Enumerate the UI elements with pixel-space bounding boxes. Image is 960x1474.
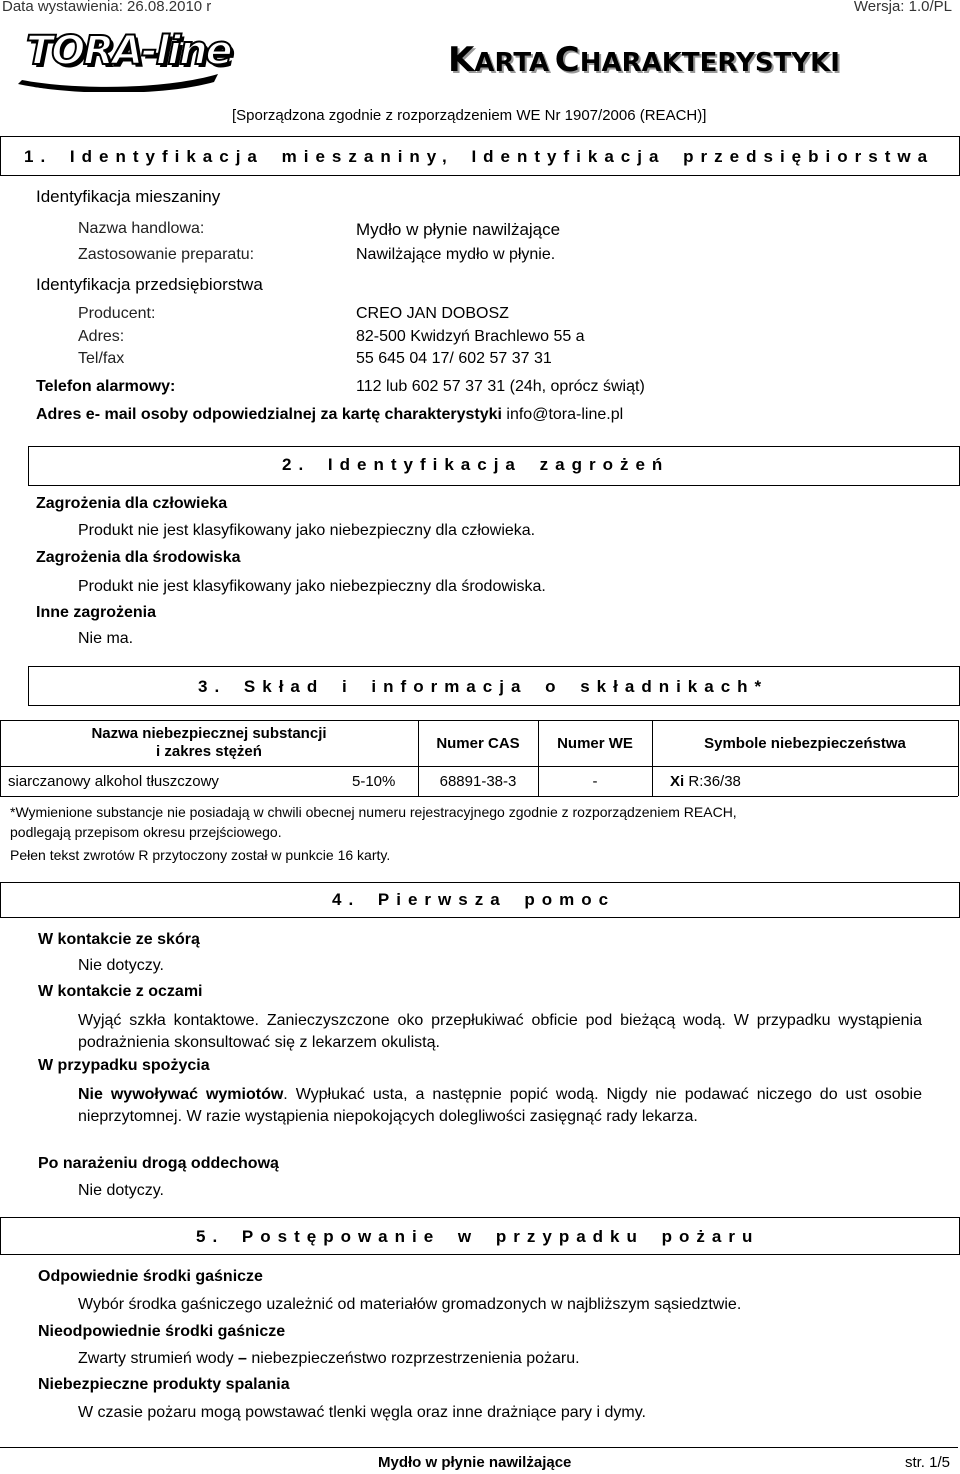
- unsuitable-extinguishing-text: Zwarty strumień wody – niebezpieczeństwo rozprzestrzenienia pożaru.: [78, 1350, 580, 1367]
- env-hazard-heading: Zagrożenia dla środowiska: [36, 549, 241, 566]
- emergency-value: 112 lub 602 57 37 31 (24h, oprócz świąt): [356, 378, 645, 395]
- suitable-extinguishing-text: Wybór środka gaśniczego uzależnić od materiałów gromadzonych w najbliższym sąsiedztwie.: [78, 1296, 742, 1313]
- composition-note-1b: podlegają przepisom okresu przejściowego.: [10, 824, 282, 840]
- regulation-note: [Sporządzona zgodnie z rozporządzeniem WE Nr 1907/2006 (REACH)]: [232, 107, 707, 124]
- emergency-label: Telefon alarmowy:: [36, 378, 176, 395]
- trade-name-label: Nazwa handlowa:: [78, 220, 205, 237]
- telfax-label: Tel/fax: [78, 350, 125, 367]
- email-value[interactable]: info@tora-line.pl: [506, 406, 624, 423]
- table-row-range: 5-10%: [352, 773, 396, 790]
- email-line: [36, 406, 623, 424]
- footer-rule: [0, 1447, 958, 1448]
- skin-contact-heading: W kontakcie ze skórą: [38, 931, 200, 948]
- producer-label: Producent:: [78, 305, 156, 322]
- unsuitable-extinguishing-heading: Nieodpowiednie środki gaśnicze: [38, 1323, 286, 1340]
- section-5-title: 5. Postępowanie w przypadku pożaru: [196, 1227, 760, 1246]
- use-label: Zastosowanie preparatu:: [78, 246, 255, 263]
- eye-contact-text: Wyjąć szkła kontaktowe. Zanieczyszczone oko przepłukiwać obficie pod bieżącą wodą. W przypadku wystąpienia podrażnienia skonsultować się z lekarzem okulistą.: [78, 1012, 922, 1051]
- telfax-value: 55 645 04 17/ 602 57 37 31: [356, 350, 552, 367]
- env-hazard-text: Produkt nie jest klasyfikowany jako niebezpieczny dla środowiska.: [78, 578, 546, 595]
- composition-note-2: Pełen tekst zwrotów R przytoczony został w punkcie 16 karty.: [10, 847, 391, 863]
- document-title: KARTA CHARAKTERYSTYKI: [448, 40, 840, 80]
- composition-note-1: *Wymienione substancje nie posiadają w chwili obecnej numeru rejestracyjnego zgodnie z rozporządzeniem REACH,: [10, 804, 737, 820]
- suitable-extinguishing-heading: Odpowiednie środki gaśnicze: [38, 1268, 263, 1285]
- address-value: 82-500 Kwidzyń Brachlewo 55 a: [356, 328, 585, 345]
- inhalation-text: Nie dotyczy.: [78, 1182, 164, 1199]
- eye-contact-heading: W kontakcie z oczami: [38, 983, 203, 1000]
- tora-line-logo: [14, 24, 231, 92]
- email-label: Adres e- mail osoby odpowiedzialnej za kartę charakterystyki: [36, 406, 502, 423]
- address-label: Adres:: [78, 328, 125, 345]
- human-hazard-text: Produkt nie jest klasyfikowany jako niebezpieczny dla człowieka.: [78, 522, 536, 539]
- combustion-products-heading: Niebezpieczne produkty spalania: [38, 1376, 290, 1393]
- producer-value: CREO JAN DOBOSZ: [356, 305, 509, 322]
- section-1-title: 1. Identyfikacja mieszaniny, Identyfikacja przedsiębiorstwa: [24, 147, 935, 166]
- ingestion-text: Nie wywoływać wymiotów. Wypłukać usta, a następnie popić wodą. Nigdy nie podawać niczego do ust osobie nieprzytomnej. W razie wystąpienia niepokojących dolegliwości zasięgnąć rady lekarza.: [78, 1086, 923, 1125]
- logo-text: TORA-line: [26, 28, 231, 74]
- version: Wersja: 1.0/PL: [853, 0, 952, 15]
- table-header-we: Numer WE: [557, 735, 633, 752]
- inhalation-heading: Po narażeniu drogą oddechową: [38, 1155, 279, 1172]
- table-row-cas: 68891-38-3: [439, 773, 517, 790]
- table-header-name: Nazwa niebezpiecznej substancji i zakres stężeń: [91, 725, 327, 760]
- section-2-title: 2. Identyfikacja zagrożeń: [282, 455, 670, 474]
- footer-product-name: Mydło w płynie nawilżające: [378, 1454, 572, 1471]
- company-heading: Identyfikacja przedsiębiorstwa: [36, 275, 263, 294]
- other-hazard-heading: Inne zagrożenia: [36, 604, 157, 621]
- section-4-title: 4. Pierwsza pomoc: [332, 890, 616, 909]
- issue-date: Data wystawienia: 26.08.2010 r: [2, 0, 212, 15]
- combustion-products-text: W czasie pożaru mogą powstawać tlenki węgla oraz inne drażniące pary i dymy.: [78, 1404, 646, 1421]
- trade-name-value: Mydło w płynie nawilżające: [356, 220, 561, 239]
- table-header-symbols: Symbole niebezpieczeństwa: [704, 735, 906, 752]
- human-hazard-heading: Zagrożenia dla człowieka: [36, 495, 228, 512]
- table-header-cas: Numer CAS: [436, 735, 520, 752]
- table-row-substance: siarczanowy alkohol tłuszczowy: [8, 773, 219, 790]
- other-hazard-text: Nie ma.: [78, 630, 134, 647]
- use-value: Nawilżające mydło w płynie.: [356, 246, 556, 263]
- section-3-title: 3. Skład i informacja o składnikach*: [198, 677, 769, 696]
- mixture-heading: Identyfikacja mieszaniny: [36, 187, 221, 206]
- table-row-symbols: Xi R:36/38: [670, 773, 741, 790]
- footer-page-number: str. 1/5: [904, 1454, 950, 1471]
- ingestion-heading: W przypadku spożycia: [38, 1057, 210, 1074]
- skin-contact-text: Nie dotyczy.: [78, 957, 164, 974]
- table-row-we: -: [592, 773, 598, 790]
